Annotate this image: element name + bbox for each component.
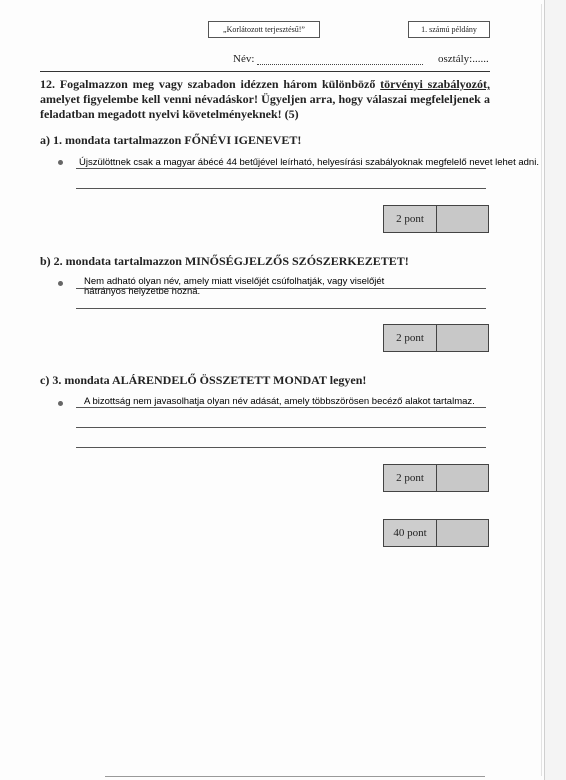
section-c-suffix: legyen!: [326, 373, 367, 387]
name-label: Név:: [233, 53, 255, 65]
bullet-icon: [58, 281, 63, 286]
points-box-b: [383, 324, 489, 352]
points-label: 2 pont: [384, 465, 437, 491]
answer-line: [76, 168, 486, 169]
section-c-prefix: c) 3. mondata: [40, 373, 112, 387]
class-label: osztály:......: [438, 53, 489, 65]
points-score-field[interactable]: [437, 465, 488, 491]
points-box-a: [383, 205, 489, 233]
section-c-title: [40, 373, 366, 388]
task-text-start: 12. Fogalmazzon meg vagy szabadon idézzen három különböző: [40, 77, 381, 91]
points-score-field[interactable]: [437, 325, 488, 351]
total-points-label: 40 pont: [384, 520, 437, 546]
header-rule: [40, 71, 490, 72]
answer-b-line1[interactable]: Nem adható olyan név, amely miatt viselőjét csúfolhatják, vagy viselőjét: [84, 276, 385, 287]
section-b-title: [40, 254, 409, 269]
section-b-requirement: MINŐSÉGJELZŐS SZÓSZERKEZETET!: [184, 254, 409, 268]
total-points-box: [383, 519, 489, 547]
points-label: 2 pont: [384, 325, 437, 351]
bullet-icon: [58, 401, 63, 406]
page-bottom-rule: [105, 776, 485, 777]
answer-line: [76, 288, 486, 289]
answer-b-line2[interactable]: hátrányos helyzetbe hozná.: [84, 286, 201, 297]
name-field[interactable]: [257, 64, 423, 65]
section-a-title: [40, 133, 301, 148]
page-edge-shadow: [541, 4, 542, 776]
task-text-underlined: törvényi szabályozót,: [380, 77, 490, 91]
points-score-field[interactable]: [437, 206, 488, 232]
copy-number-label: 1. számú példány: [408, 21, 490, 38]
points-box-c: [383, 464, 489, 492]
answer-line: [76, 427, 486, 428]
answer-line: [76, 188, 486, 189]
section-b-prefix: b) 2. mondata tartalmazzon: [40, 254, 185, 268]
section-a-prefix: a) 1. mondata tartalmazzon: [40, 133, 185, 147]
answer-c[interactable]: A bizottság nem javasolhatja olyan név adását, amely többszörösen becéző alakot tartalmaz.: [84, 396, 475, 407]
underlying-page-edge: [544, 0, 566, 780]
bullet-icon: [58, 160, 63, 165]
total-score-field[interactable]: [437, 520, 488, 546]
task-statement: [40, 77, 490, 122]
answer-line: [76, 308, 486, 309]
points-label: 2 pont: [384, 206, 437, 232]
section-a-requirement: FŐNÉVI IGENEVET!: [184, 133, 302, 147]
task-text-end: amelyet figyelembe kell venni névadáskor! Ügyeljen arra, hogy válaszai megfeleljenek a feladatban megadott nyelvi követelményeknek! (5): [40, 92, 490, 121]
answer-line: [76, 407, 486, 408]
answer-a[interactable]: Újszülöttnek csak a magyar ábécé 44 betűjével leírható, helyesírási szabályoknak megfelelő nevet lehet adni.: [79, 157, 539, 168]
answer-line: [76, 447, 486, 448]
section-c-requirement: ALÁRENDELŐ ÖSSZETETT MONDAT: [112, 373, 327, 387]
restricted-distribution-label: „Korlátozott terjesztésű!”: [208, 21, 320, 38]
